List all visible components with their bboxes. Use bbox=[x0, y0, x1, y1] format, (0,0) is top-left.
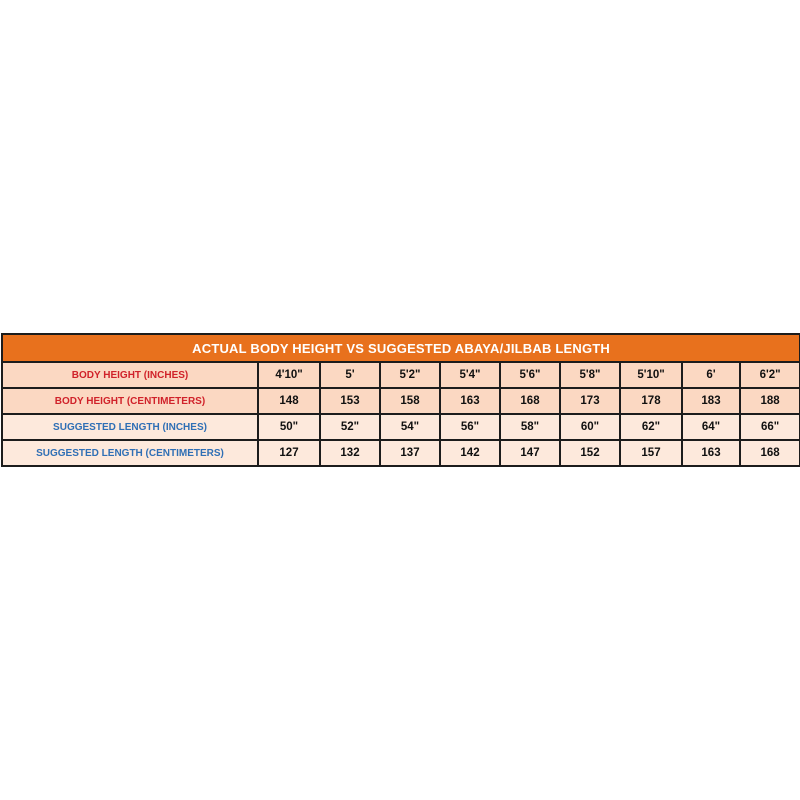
table-cell: 66" bbox=[740, 414, 800, 440]
table-cell: 127 bbox=[258, 440, 320, 466]
size-chart bbox=[1, 333, 799, 467]
row-label: BODY HEIGHT (CENTIMETERS) bbox=[2, 388, 258, 414]
table-row-body-height-cm bbox=[2, 388, 800, 414]
table-cell: 142 bbox=[440, 440, 500, 466]
row-label: SUGGESTED LENGTH (CENTIMETERS) bbox=[2, 440, 258, 466]
table-cell: 5'4" bbox=[440, 362, 500, 388]
table-cell: 5'6" bbox=[500, 362, 560, 388]
title-row bbox=[2, 334, 800, 362]
row-label: BODY HEIGHT (INCHES) bbox=[2, 362, 258, 388]
table-cell: 183 bbox=[682, 388, 740, 414]
table-cell: 148 bbox=[258, 388, 320, 414]
table-cell: 5'2" bbox=[380, 362, 440, 388]
table-cell: 56" bbox=[440, 414, 500, 440]
table-cell: 5' bbox=[320, 362, 380, 388]
table-cell: 173 bbox=[560, 388, 620, 414]
table-cell: 4'10" bbox=[258, 362, 320, 388]
table-cell: 147 bbox=[500, 440, 560, 466]
table-title: ACTUAL BODY HEIGHT VS SUGGESTED ABAYA/JILBAB LENGTH bbox=[2, 334, 800, 362]
table-cell: 60" bbox=[560, 414, 620, 440]
table-cell: 158 bbox=[380, 388, 440, 414]
table-cell: 137 bbox=[380, 440, 440, 466]
table-cell: 153 bbox=[320, 388, 380, 414]
table-cell: 163 bbox=[440, 388, 500, 414]
table-cell: 6'2" bbox=[740, 362, 800, 388]
table-cell: 178 bbox=[620, 388, 682, 414]
table-cell: 168 bbox=[740, 440, 800, 466]
table-row-suggested-length-inches bbox=[2, 414, 800, 440]
table-cell: 5'8" bbox=[560, 362, 620, 388]
table-cell: 152 bbox=[560, 440, 620, 466]
table-cell: 50" bbox=[258, 414, 320, 440]
table-cell: 132 bbox=[320, 440, 380, 466]
table-cell: 188 bbox=[740, 388, 800, 414]
table-cell: 163 bbox=[682, 440, 740, 466]
height-length-table bbox=[1, 333, 800, 467]
table-cell: 157 bbox=[620, 440, 682, 466]
table-cell: 62" bbox=[620, 414, 682, 440]
table-cell: 54" bbox=[380, 414, 440, 440]
table-cell: 6' bbox=[682, 362, 740, 388]
table-cell: 64" bbox=[682, 414, 740, 440]
table-cell: 5'10" bbox=[620, 362, 682, 388]
table-row-body-height-inches bbox=[2, 362, 800, 388]
row-label: SUGGESTED LENGTH (INCHES) bbox=[2, 414, 258, 440]
table-row-suggested-length-cm bbox=[2, 440, 800, 466]
table-cell: 58" bbox=[500, 414, 560, 440]
table-cell: 168 bbox=[500, 388, 560, 414]
table-cell: 52" bbox=[320, 414, 380, 440]
